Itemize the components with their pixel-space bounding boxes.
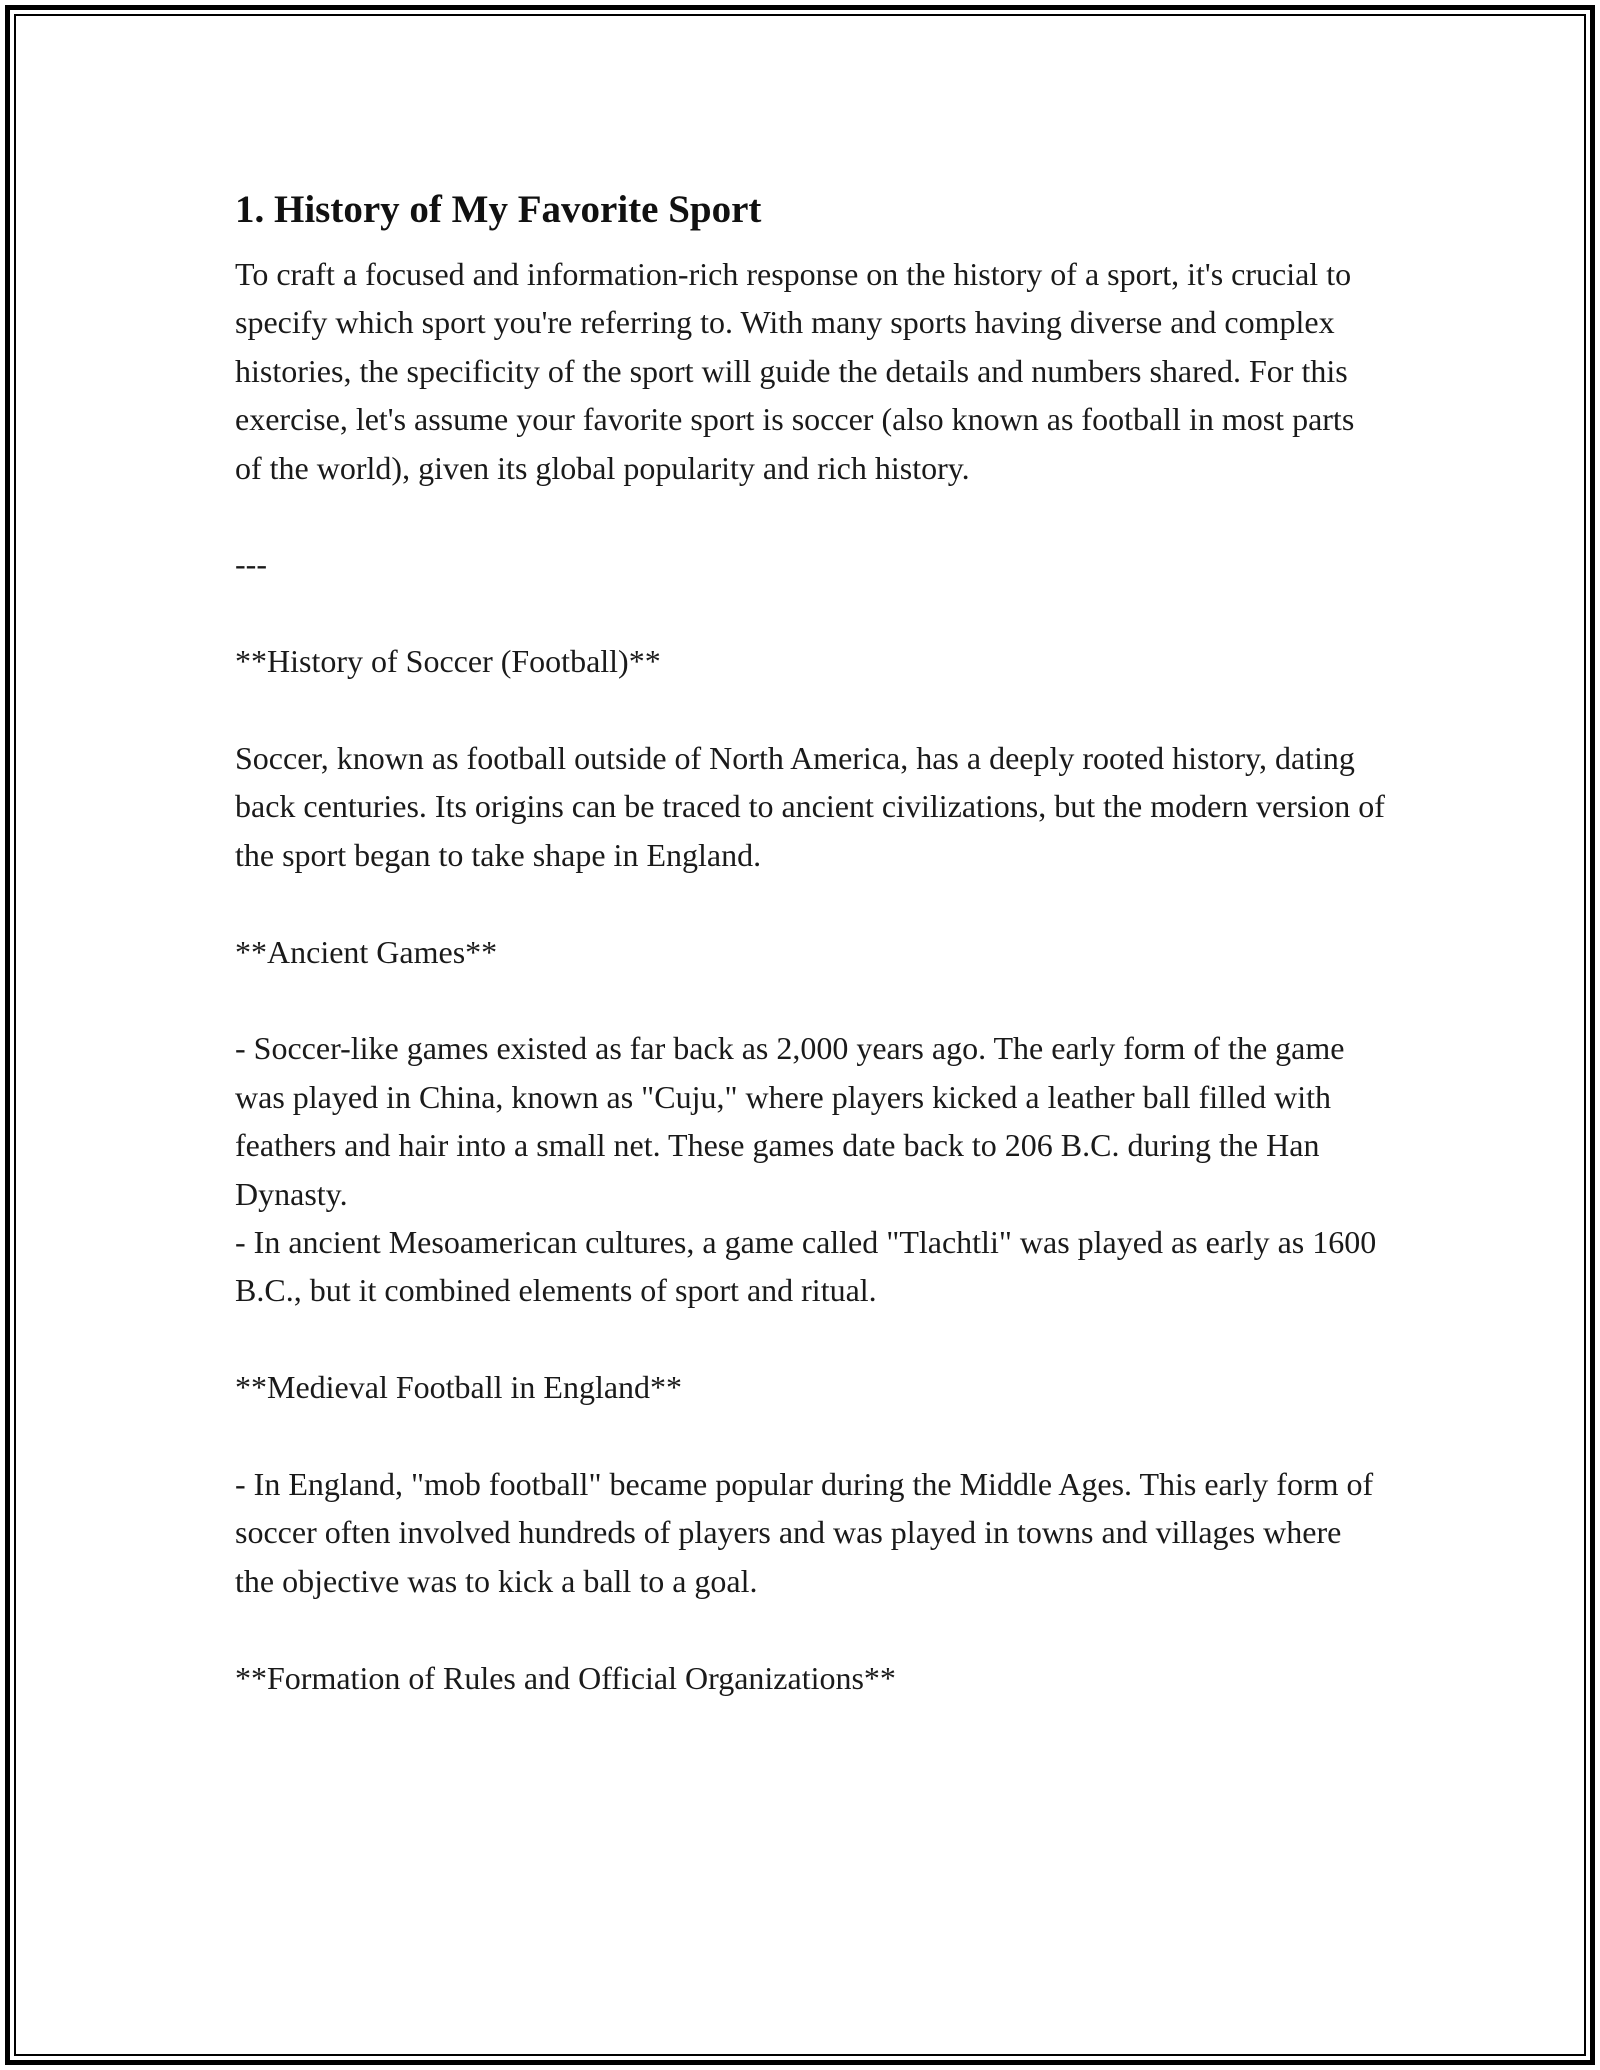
rules-heading: **Formation of Rules and Official Organizations**: [235, 1659, 896, 1696]
overview-paragraph: Soccer, known as football outside of North America, has a deeply rooted history, dating back centuries. Its origins can be traced to ancient civilizations, but the modern version of the sport began to take shape in England.: [235, 740, 1393, 873]
separator-line: ---: [235, 546, 267, 583]
ancient-bullet-cuju: - Soccer-like games existed as far back as 2,000 years ago. The early form of the game was played in China, known as "Cuju," where players kicked a leather ball filled with feathers and hair into a small net. These games date back to 206 B.C. during the Han Dynasty.: [235, 1030, 1353, 1212]
intro-paragraph: To craft a focused and information-rich response on the history of a sport, it's crucial to specify which sport you're referring to. With many sports having diverse and complex histories, the specificity of the sport will guide the details and numbers shared. For this exercise, let's assume your favorite sport is soccer (also known as football in most parts of the world), given its global popularity and rich history.: [235, 256, 1363, 486]
ancient-bullet-tlachtli: - In ancient Mesoamerican cultures, a game called "Tlachtli" was played as early as 1600 B.C., but it combined elements of sport and ritual.: [235, 1224, 1385, 1309]
section-heading: 1. History of My Favorite Sport: [235, 188, 762, 231]
ancient-games-heading: **Ancient Games**: [235, 933, 498, 970]
medieval-heading: **Medieval Football in England**: [235, 1369, 683, 1406]
history-title: **History of Soccer (Football)**: [235, 643, 661, 680]
medieval-bullet-mob-football: - In England, "mob football" became popular during the Middle Ages. This early form of soccer often involved hundreds of players and was played in towns and villages where the objective was to kick a ball to a goal.: [235, 1466, 1382, 1599]
document-body: [235, 186, 1393, 1750]
